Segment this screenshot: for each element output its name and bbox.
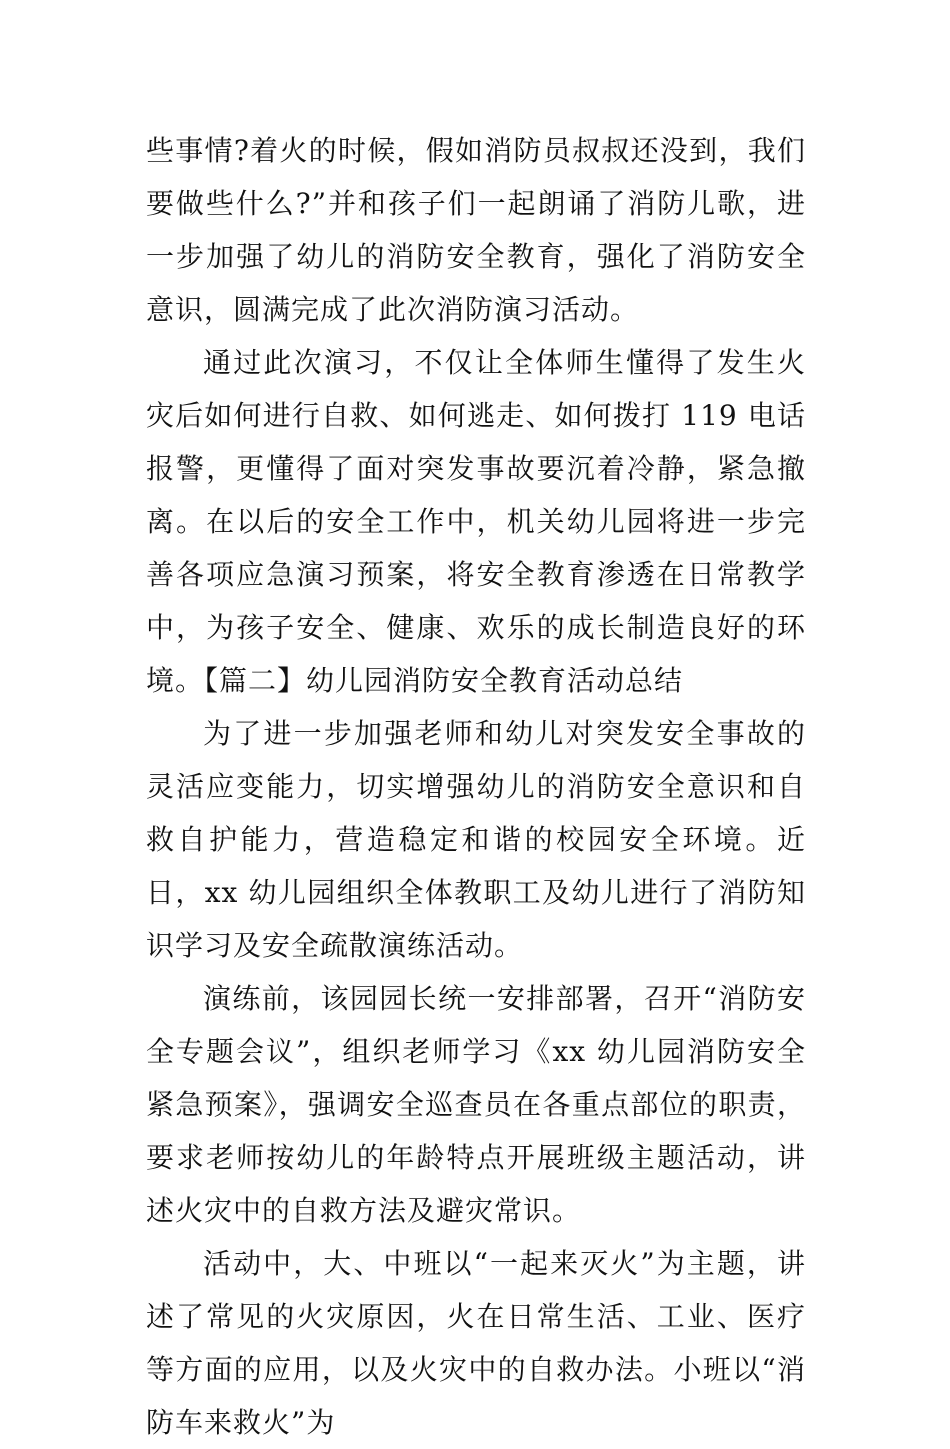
document-body	[146, 124, 806, 1449]
paragraph-2: 通过此次演习，不仅让全体师生懂得了发生火灾后如何进行自救、如何逃走、如何拨打 119 电话报警，更懂得了面对突发事故要沉着冷静，紧急撤离。在以后的安全工作中，机关幼儿园将进一步完善各项应急演习预案，将安全教育渗透在日常教学中，为孩子安全、健康、欢乐的成长制造良好的环境。【篇二】幼儿园消防安全教育活动总结	[146, 346, 806, 697]
paragraph-4: 演练前，该园园长统一安排部署，召开“消防安全专题会议”，组织老师学习《xx 幼儿园消防安全紧急预案》，强调安全巡查员在各重点部位的职责，要求老师按幼儿的年龄特点开展班级主题活动，讲述火灾中的自救方法及避灾常识。	[146, 982, 806, 1227]
paragraph-1: 些事情?着火的时候，假如消防员叔叔还没到，我们要做些什么?”并和孩子们一起朗诵了消防儿歌，进一步加强了幼儿的消防安全教育，强化了消防安全意识，圆满完成了此次消防演习活动。	[146, 134, 806, 326]
paragraph-3: 为了进一步加强老师和幼儿对突发安全事故的灵活应变能力，切实增强幼儿的消防安全意识和自救自护能力，营造稳定和谐的校园安全环境。近日，xx 幼儿园组织全体教职工及幼儿进行了消防知识学习及安全疏散演练活动。	[146, 717, 806, 962]
paragraph-5: 活动中，大、中班以“一起来灭火”为主题，讲述了常见的火灾原因，火在日常生活、工业、医疗等方面的应用，以及火灾中的自救办法。小班以“消防车来救火”为	[146, 1247, 806, 1439]
